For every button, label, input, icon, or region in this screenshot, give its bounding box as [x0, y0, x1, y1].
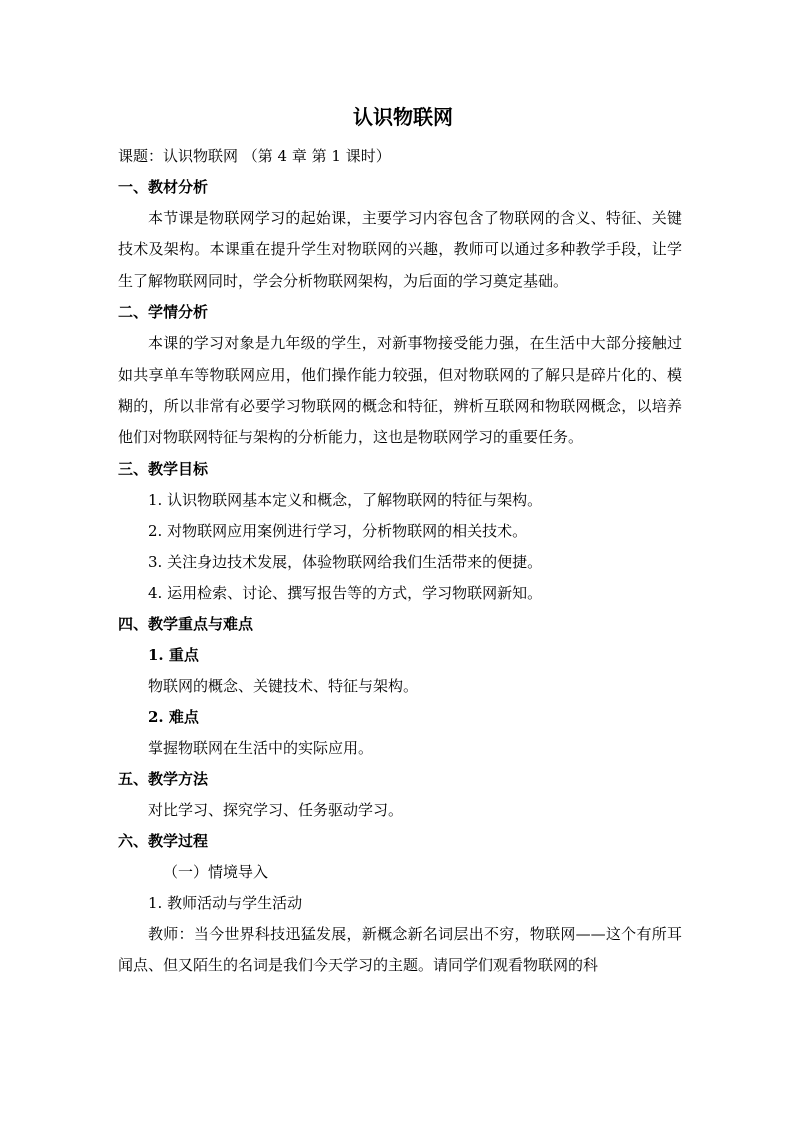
section-paragraph-student-analysis: 本课的学习对象是九年级的学生，对新事物接受能力强，在生活中大部分接触过如共享单车等物联网应用，他们操作能力较强，但对物联网的了解只是碎片化的、模糊的，所以非常有必要学习物联网的概念和特征，辨析互联网和物联网概念，以培养他们对物联网特征与架构的分析能力，这也是物联网学习的重要任务。	[118, 334, 682, 447]
key-point-text: 物联网的概念、关键技术、特征与架构。	[148, 676, 419, 695]
subject-line: 课题：认识物联网 （第 4 章 第 1 课时）	[118, 147, 391, 165]
objective-item-4: 4. 运用检索、讨论、撰写报告等的方式，学习物联网新知。	[148, 583, 543, 602]
section-heading-teaching-objectives: 三、教学目标	[118, 459, 209, 478]
section-heading-key-points: 四、教学重点与难点	[118, 614, 254, 633]
difficulty-label: 2. 难点	[148, 707, 199, 726]
objective-item-2: 2. 对物联网应用案例进行学习，分析物联网的相关技术。	[148, 521, 528, 540]
section-heading-teaching-process: 六、教学过程	[118, 831, 209, 850]
difficulty-text: 掌握物联网在生活中的实际应用。	[148, 738, 374, 757]
objective-item-1: 1. 认识物联网基本定义和概念，了解物联网的特征与架构。	[148, 490, 543, 509]
teacher-paragraph: 教师：当今世界科技迅猛发展，新概念新名词层出不穷，物联网——这个有所耳闻点、但又陌生的名词是我们今天学习的主题。请同学们观看物联网的科	[118, 924, 682, 975]
section-heading-teaching-methods: 五、教学方法	[118, 769, 209, 788]
subsection-item-activities: 1. 教师活动与学生活动	[148, 893, 303, 912]
teaching-methods-text: 对比学习、探究学习、任务驱动学习。	[148, 800, 404, 819]
section-heading-student-analysis: 二、学情分析	[118, 303, 209, 322]
section-heading-textbook-analysis: 一、教材分析	[118, 178, 209, 196]
document-title: 认识物联网	[353, 105, 453, 129]
objective-item-3: 3. 关注身边技术发展，体验物联网给我们生活带来的便捷。	[148, 552, 543, 571]
section-paragraph-textbook-analysis: 本节课是物联网学习的起始课，主要学习内容包含了物联网的含义、特征、关键技术及架构。本课重在提升学生对物联网的兴趣，教师可以通过多种教学手段，让学生了解物联网同时，学会分析物联网架构，为后面的学习奠定基础。	[118, 209, 682, 290]
key-point-label: 1. 重点	[148, 645, 199, 664]
subsection-situation-intro: （一）情境导入	[163, 862, 269, 881]
